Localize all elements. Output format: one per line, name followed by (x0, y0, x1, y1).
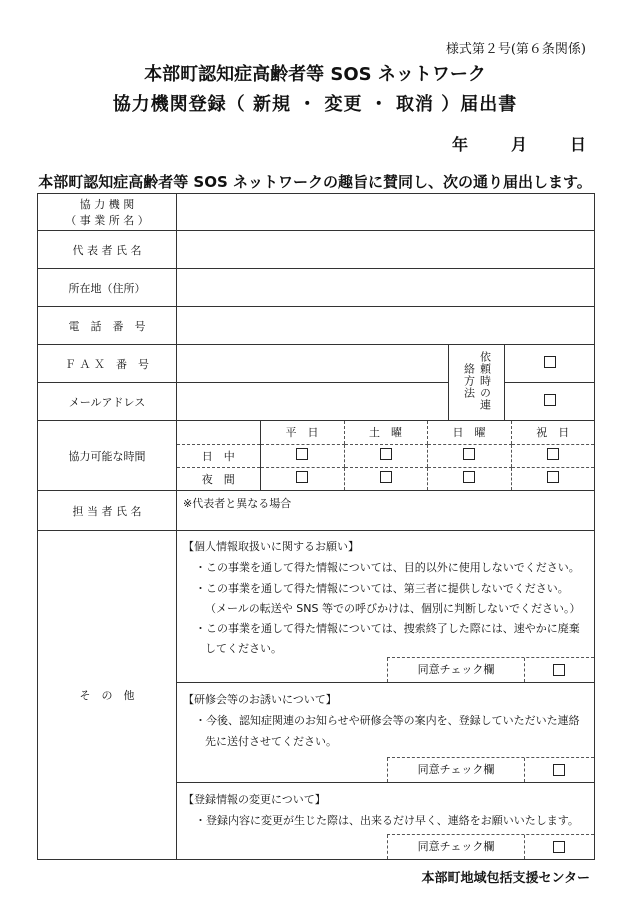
org-name-label-line2: （ 事 業 所 名 ） (65, 214, 149, 227)
form-title-line1: 本部町認知症高齢者等 SOS ネットワーク (144, 64, 486, 85)
daytime-weekday-cell (260, 444, 344, 467)
phone-label: 電 話 番 号 (38, 307, 177, 345)
representative-label: 代 表 者 氏 名 (38, 231, 177, 269)
row-daytime-label: 日 中 (177, 444, 260, 467)
change-agree-label: 同意チェック欄 (387, 835, 525, 859)
person-in-charge-field[interactable] (177, 491, 595, 531)
available-time-label: 協力可能な時間 (38, 421, 177, 491)
privacy-agree-row (387, 657, 594, 682)
daytime-saturday-checkbox[interactable] (380, 448, 392, 460)
row-phone (38, 307, 595, 345)
night-holiday-checkbox[interactable] (547, 471, 559, 483)
row-address (38, 269, 595, 307)
registration-form-table (37, 193, 595, 860)
row-org-name (38, 194, 595, 231)
daytime-saturday-cell (344, 444, 427, 467)
privacy-section (177, 531, 594, 683)
org-name-field[interactable] (177, 194, 595, 231)
privacy-title: 【個人情報取扱いに関するお願い】 (183, 540, 359, 553)
night-sunday-checkbox[interactable] (463, 471, 475, 483)
email-label: メールアドレス (38, 383, 177, 421)
daytime-holiday-checkbox[interactable] (547, 448, 559, 460)
fax-field[interactable] (177, 345, 449, 383)
privacy-line-3: （メールの転送や SNS 等での呼びかけは、個別に判断しないでください。） (205, 602, 581, 615)
night-holiday-cell (511, 467, 594, 490)
available-time-grid (177, 421, 595, 491)
change-title: 【登録情報の変更について】 (183, 793, 326, 806)
change-agree-checkbox[interactable] (553, 841, 565, 853)
privacy-agree-label: 同意チェック欄 (387, 658, 525, 682)
col-saturday: 土 曜 (344, 421, 427, 444)
phone-field[interactable] (177, 307, 595, 345)
col-sunday: 日 曜 (427, 421, 511, 444)
daytime-sunday-checkbox[interactable] (463, 448, 475, 460)
privacy-agree-cell (524, 658, 594, 682)
night-saturday-checkbox[interactable] (380, 471, 392, 483)
training-agree-label: 同意チェック欄 (387, 758, 525, 782)
row-available-time (38, 421, 595, 491)
address-label: 所在地（住所） (38, 269, 177, 307)
change-agree-cell (524, 835, 594, 859)
night-weekday-checkbox[interactable] (296, 471, 308, 483)
time-header-empty (177, 421, 260, 444)
date-month-label: 月 (511, 135, 528, 154)
daytime-holiday-cell (511, 444, 594, 467)
fax-label: Ｆ Ａ Ｘ 番 号 (38, 345, 177, 383)
person-in-charge-label: 担 当 者 氏 名 (38, 491, 177, 531)
other-label: そ の 他 (38, 531, 177, 860)
other-content (177, 531, 595, 860)
privacy-line-4: ・この事業を通して得た情報については、捜索終了した際には、速やかに廃棄 (195, 622, 580, 635)
org-name-label-line1: 協 力 機 関 (79, 198, 135, 211)
form-title-line2: 協力機関登録（ 新規 ・ 変更 ・ 取消 ）届出書 (112, 94, 518, 115)
training-line-2: 先に送付させてください。 (205, 735, 337, 748)
night-weekday-cell (260, 467, 344, 490)
row-email (38, 383, 595, 421)
col-weekday: 平 日 (260, 421, 344, 444)
person-in-charge-note: ※代表者と異なる場合 (183, 497, 292, 510)
declaration-text: 本部町認知症高齢者等 SOS ネットワークの趣旨に賛同し、次の通り届出します。 (38, 173, 592, 191)
change-line-1: ・登録内容に変更が生じた際は、出来るだけ早く、連絡をお願いいたします。 (195, 814, 579, 827)
change-section (177, 783, 594, 859)
address-field[interactable] (177, 269, 595, 307)
daytime-weekday-checkbox[interactable] (296, 448, 308, 460)
night-sunday-cell (427, 467, 511, 490)
representative-field[interactable] (177, 231, 595, 269)
row-fax (38, 345, 595, 383)
night-saturday-cell (344, 467, 427, 490)
privacy-line-5: してください。 (205, 642, 282, 655)
contact-method-label-text: 依頼時の連絡方法 (462, 351, 492, 411)
org-name-label (38, 194, 177, 231)
col-holiday: 祝 日 (511, 421, 594, 444)
footer-organization: 本部町地域包括支援センター (421, 871, 590, 886)
change-agree-row (387, 834, 594, 859)
privacy-line-1: ・この事業を通して得た情報については、目的以外に使用しないでください。 (195, 561, 580, 574)
training-line-1: ・今後、認知症関連のお知らせや研修会等の案内を、登録していただいた連絡 (195, 714, 580, 727)
training-agree-cell (524, 758, 594, 782)
row-representative (38, 231, 595, 269)
email-field[interactable] (177, 383, 449, 421)
date-day-label: 日 (570, 135, 587, 154)
fax-contact-checkbox[interactable] (544, 356, 556, 368)
available-time-table (177, 421, 594, 490)
row-other (38, 531, 595, 860)
training-title: 【研修会等のお誘いについて】 (183, 693, 337, 706)
fax-checkbox-cell (505, 345, 595, 383)
row-person-in-charge (38, 491, 595, 531)
training-section (177, 683, 594, 783)
row-night-label: 夜 間 (201, 472, 235, 486)
form-number: 様式第２号(第６条関係) (445, 42, 586, 57)
contact-method-label (449, 345, 505, 421)
privacy-agree-checkbox[interactable] (553, 664, 565, 676)
privacy-line-2: ・この事業を通して得た情報については、第三者に提供しないでください。 (195, 582, 569, 595)
training-agree-checkbox[interactable] (553, 764, 565, 776)
date-year-label: 年 (452, 135, 469, 154)
daytime-sunday-cell (427, 444, 511, 467)
email-contact-checkbox[interactable] (544, 394, 556, 406)
training-agree-row (387, 757, 594, 782)
email-checkbox-cell (505, 383, 595, 421)
